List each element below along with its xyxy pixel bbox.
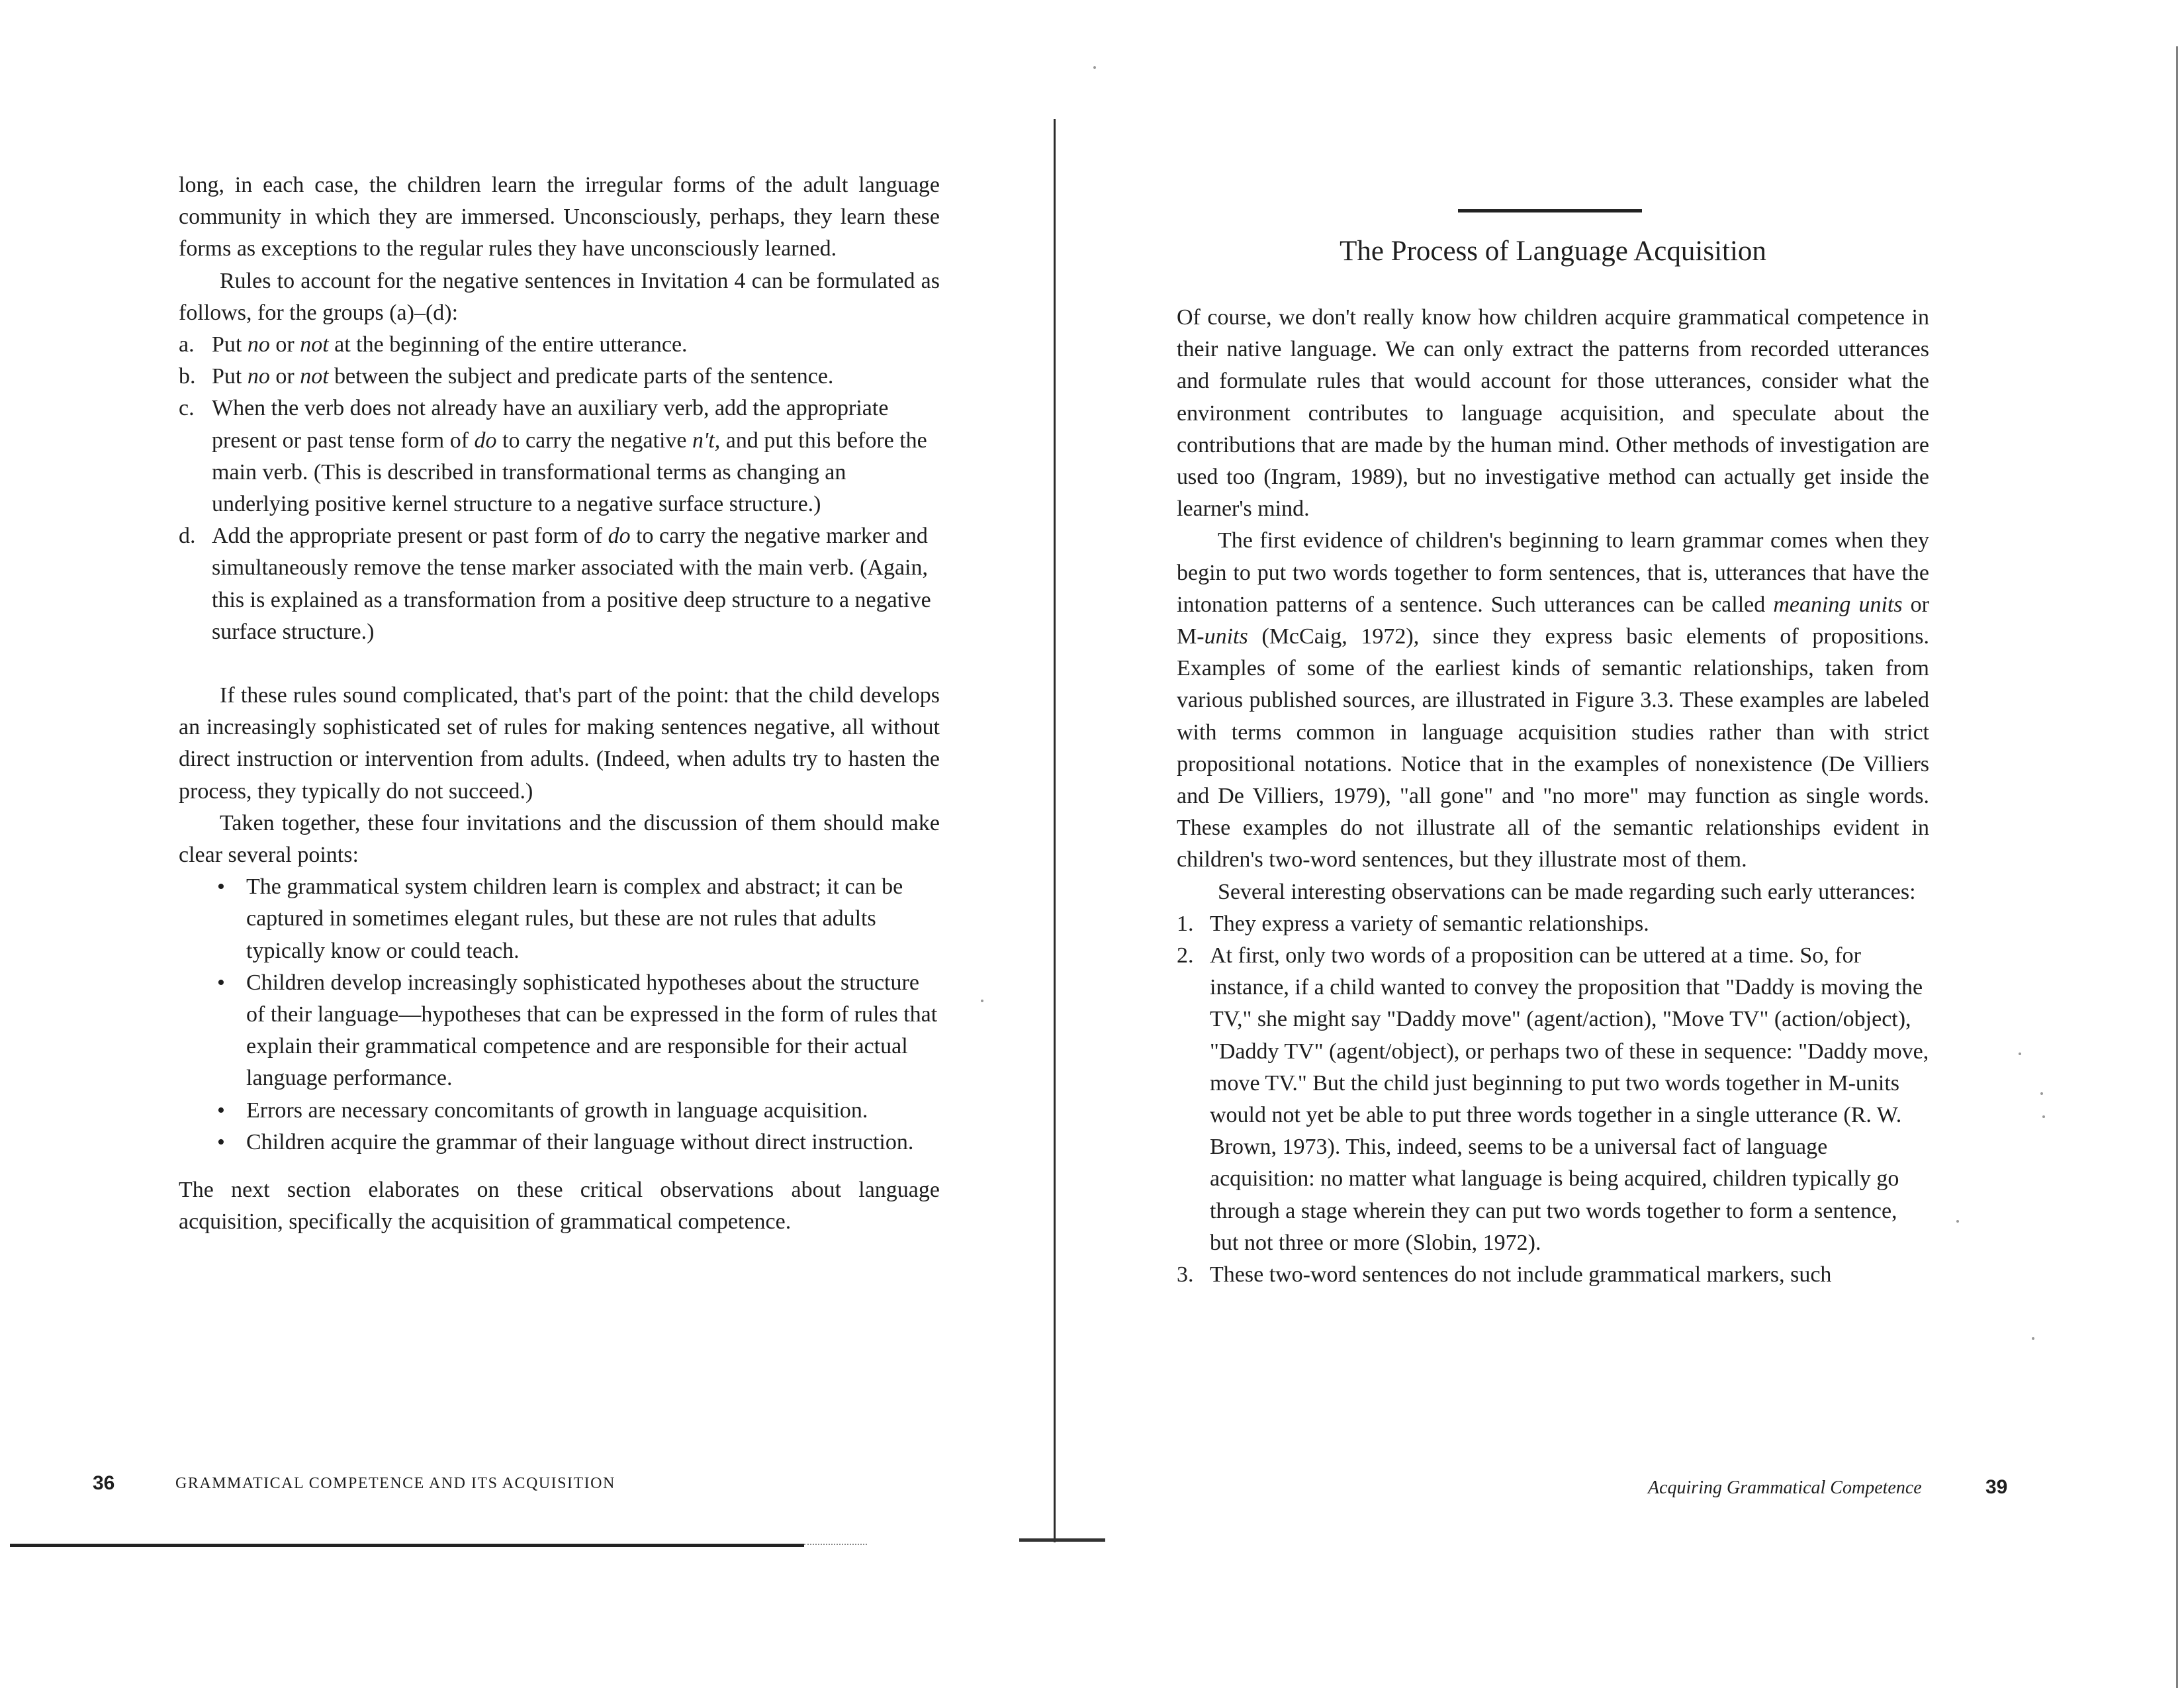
rule-marker: d.	[179, 524, 196, 549]
rule-item: b. Put no or not between the subject and predicate parts of the sentence.	[179, 361, 940, 393]
bullet-glyph: •	[217, 1129, 225, 1154]
left-paragraph-2: Rules to account for the negative sentences in Invitation 4 can be formulated as follows, for the groups (a)–(d):	[179, 268, 940, 325]
left-paragraph-5: The next section elaborates on these critical observations about language acquisition, specifically the acquisition of grammatical competence.	[179, 1178, 940, 1235]
rule-marker: a.	[179, 332, 195, 357]
bottom-rule-dots	[804, 1544, 867, 1545]
bullet-item: • Errors are necessary concomitants of growth in language acquisition.	[246, 1095, 940, 1127]
left-paragraph-3: If these rules sound complicated, that's part of the point: that the child develops an increasingly sophisticated set of rules for making sentences negative, all without direct instruction or intervention from adults. (Indeed, when adults try to hasten the process, they typically do not succeed.)	[179, 683, 940, 804]
observation-item: 2. At first, only two words of a proposition can be uttered at a time. So, for instance, if a child wanted to convey the proposition that "Daddy is moving the TV," she might say "Daddy move" (agent/action), "Move TV" (action/object), "Daddy TV" (agent/object), or perhaps two of these in sequence: "Daddy move, move TV." But the child just beginning to put two words together in M-units would not yet be able to put three words together in a single utterance (R. W. Brown, 1973). This, indeed, seems to be a universal fact of language acquisition: no matter what language is being acquired, children typically go through a stage wherein they can put two words together to form a sentence, but not three or more (Slobin, 1972).	[1177, 940, 1929, 1259]
bottom-rule	[10, 1544, 804, 1547]
speck	[2042, 1115, 2045, 1118]
speck	[2040, 1092, 2043, 1095]
section-heading: The Process of Language Acquisition	[1340, 236, 1766, 267]
speck	[1956, 1220, 1959, 1223]
speck	[2032, 1337, 2034, 1340]
rule-marker: b.	[179, 364, 196, 389]
running-head-left: GRAMMATICAL COMPETENCE AND ITS ACQUISITION	[175, 1475, 615, 1492]
rule-item: d. Add the appropriate present or past form of do to carry the negative marker and simultaneously remove the tense marker associated with the main verb. (Again, this is explained as a transformation from a positive deep structure to a negative surface structure.)	[179, 520, 940, 648]
observation-marker: 2.	[1177, 943, 1194, 968]
bullet-item: • Children acquire the grammar of their language without direct instruction.	[246, 1127, 940, 1158]
bullet-glyph: •	[217, 1098, 225, 1123]
gutter-base	[1019, 1534, 1105, 1545]
observation-marker: 1.	[1177, 911, 1194, 936]
bullet-item: • The grammatical system children learn is complex and abstract; it can be captured in sometimes elegant rules, but these are not rules that adults typically know or could teach.	[246, 871, 940, 967]
right-paragraph-2: The first evidence of children's beginning to learn grammar comes when they begin to put two words together to form sentences, that is, utterances that have the intonation patterns of a sentence. Such utterances can be called meaning units or M-units (McCaig, 1972), since they express basic elements of propositions. Examples of some of the earliest kinds of semantic relationships, taken from various published sources, are illustrated in Figure 3.3. These examples are labeled with terms common in language acquisition studies rather than with strict propositional notations. Notice that in the examples of nonexistence (De Villiers and De Villiers, 1979), "all gone" and "no more" may function as single words. These examples do not illustrate all of the semantic relationships evident in children's two-word sentences, but they illustrate most of them.	[1177, 528, 1929, 872]
observations-list	[1177, 908, 1929, 1291]
left-page-text	[179, 169, 940, 1239]
page-edge	[2176, 46, 2178, 1688]
speck	[981, 1000, 983, 1002]
observation-marker: 3.	[1177, 1262, 1194, 1288]
bullet-glyph: •	[217, 970, 225, 995]
speck	[1093, 66, 1096, 69]
left-paragraph-4: Taken together, these four invitations and the discussion of them should make clear several points:	[179, 810, 940, 868]
right-paragraph-3: Several interesting observations can be made regarding such early utterances:	[1218, 879, 1916, 904]
page-number-left: 36	[93, 1472, 115, 1494]
gutter-line	[1054, 119, 1056, 1542]
left-paragraph-1: long, in each case, the children learn the irregular forms of the adult language community in which they are immersed. Unconsciously, perhaps, they learn these forms as exceptions to the regular rules they have unconsciously learned.	[179, 173, 940, 261]
speck	[2019, 1053, 2021, 1055]
heading-rule	[1458, 209, 1642, 212]
running-head-right: Acquiring Grammatical Competence	[1648, 1477, 1922, 1498]
rule-item: a. Put no or not at the beginning of the entire utterance.	[179, 329, 940, 361]
observation-item: 3. These two-word sentences do not include grammatical markers, such	[1177, 1259, 1929, 1291]
key-points-list	[179, 871, 940, 1158]
bullet-item: • Children develop increasingly sophisticated hypotheses about the structure of their language—hypotheses that can be expressed in the form of rules that explain their grammatical competence and are responsible for their actual language performance.	[246, 967, 940, 1095]
page-number-right: 39	[1985, 1476, 2008, 1498]
bullet-glyph: •	[217, 874, 225, 900]
right-paragraph-1: Of course, we don't really know how children acquire grammatical competence in their native language. We can only extract the patterns from recorded utterances and formulate rules that would account for those utterances, consider what the environment contributes to language acquisition, and speculate about the contributions that are made by the human mind. Other methods of investigation are used too (Ingram, 1989), but no investigative method can actually get inside the learner's mind.	[1177, 305, 1929, 522]
observation-item: 1. They express a variety of semantic relationships.	[1177, 908, 1929, 940]
rule-marker: c.	[179, 396, 195, 421]
negation-rules-list	[179, 329, 940, 648]
rule-item: c. When the verb does not already have an auxiliary verb, add the appropriate present or past tense form of do to carry the negative n't, and put this before the main verb. (This is described in transformational terms as changing an underlying positive kernel structure to a negative surface structure.)	[179, 393, 940, 520]
right-page-text	[1177, 302, 1929, 1291]
